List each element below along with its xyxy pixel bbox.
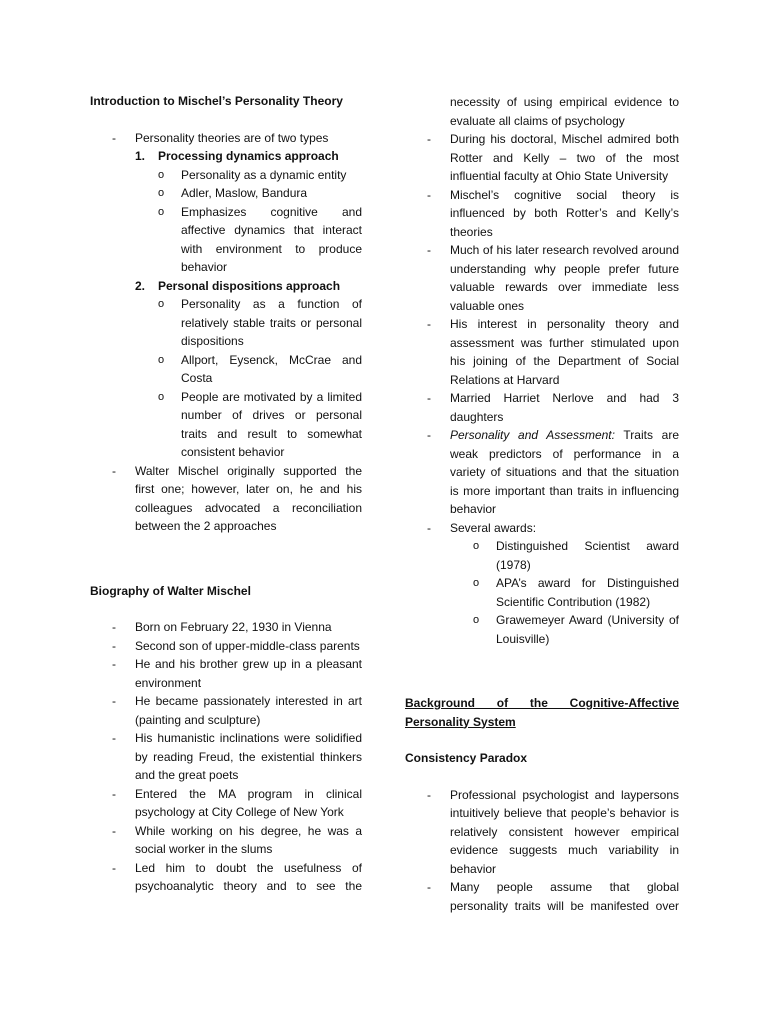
list-item: o People are motivated by a limited number of drives or personal traits and result to somewhat consistent behavior: [158, 389, 362, 459]
list-item: o APA’s award for Distinguished Scientific Contribution (1982): [473, 576, 679, 609]
list-item: - Personality theories are of two types: [90, 129, 362, 148]
dash-marker: -: [427, 317, 431, 331]
circle-marker: o: [158, 187, 165, 199]
circle-marker: o: [158, 390, 165, 403]
dash-marker: -: [112, 786, 116, 801]
list-item: o Distinguished Scientist award (1978): [473, 539, 679, 572]
list-item: - His interest in personality theory and assessment was further stimulated upon his joining of the Department of Social Relations at Harvard: [427, 317, 679, 387]
list-item: - Entered the MA program in clinical psychology at City College of New York: [112, 786, 362, 819]
list-item: - During his doctoral, Mischel admired both Rotter and Kelly – two of the most influential faculty at Ohio State University: [427, 132, 679, 183]
list-item: o Personality as a dynamic entity: [90, 166, 362, 185]
list-item: 2. Personal dispositions approach: [90, 277, 362, 296]
list-item: - He became passionately interested in art (painting and sculpture): [112, 694, 362, 727]
number-marker: 1.: [135, 149, 146, 163]
list-item: - He and his brother grew up in a pleasant environment: [112, 657, 362, 690]
dash-marker: -: [112, 694, 116, 708]
list-item: - Walter Mischel originally supported the first one; however, later on, he and his colleagues advocated a reconciliation between the 2 approaches: [112, 463, 362, 533]
list-item: - Second son of upper-middle-class parents: [90, 637, 362, 656]
circle-marker: o: [158, 168, 165, 181]
cognitive-affective-heading: Background of the Cognitive-Affective Personality System: [405, 696, 679, 729]
list-item: o Adler, Maslow, Bandura: [90, 184, 362, 203]
list-item: o Personality as a function of relatively stable traits or personal dispositions: [158, 297, 362, 348]
consistency-paradox-heading: Consistency Paradox: [405, 751, 528, 765]
dash-marker: -: [112, 860, 116, 875]
dash-marker: -: [112, 130, 116, 145]
dash-marker: -: [427, 428, 431, 442]
list-item: o Allport, Eysenck, McCrae and Costa: [158, 352, 362, 385]
biography-heading: Biography of Walter Mischel: [90, 583, 251, 598]
dash-marker: -: [427, 243, 431, 257]
circle-marker: o: [473, 577, 480, 589]
list-item: - Led him to doubt the usefulness of psychoanalytic theory and to see the: [112, 860, 362, 893]
dash-marker: -: [112, 823, 116, 838]
continuation-text: necessity of using empirical evidence to evaluate all claims of psychology: [450, 95, 679, 128]
circle-marker: o: [158, 298, 165, 310]
right-column: [405, 93, 679, 915]
dash-marker: -: [427, 187, 431, 202]
circle-marker: o: [473, 540, 480, 552]
list-item: - Married Harriet Nerlove and had 3 daughters: [427, 391, 679, 424]
dash-marker: -: [427, 787, 431, 802]
left-column: [90, 92, 362, 896]
intro-heading: Introduction to Mischel’s Personality Theory: [90, 94, 343, 108]
personality-assessment-label: Personality and Assessment:: [450, 428, 615, 442]
circle-marker: o: [473, 614, 480, 626]
dash-marker: -: [427, 520, 431, 535]
list-item: - Many people assume that global personality traits will be manifested over: [427, 880, 679, 913]
circle-marker: o: [158, 353, 165, 366]
dash-marker: -: [427, 880, 431, 894]
list-item: - Personality and Assessment: Traits are weak predictors of performance in a variety of situations and that the situation is more important than traits in influencing behavior: [427, 428, 679, 516]
list-item: - Born on February 22, 1930 in Vienna: [90, 618, 362, 637]
list-item: - While working on his degree, he was a social worker in the slums: [112, 823, 362, 856]
list-item: - His humanistic inclinations were solidified by reading Freud, the existential thinkers and the great poets: [112, 731, 362, 782]
dash-marker: -: [427, 391, 431, 405]
dash-marker: -: [112, 463, 116, 478]
list-item: 1. Processing dynamics approach: [90, 147, 362, 166]
list-item: o Grawemeyer Award (University of Louisville): [473, 613, 679, 646]
dash-marker: -: [112, 638, 116, 653]
dash-marker: -: [112, 657, 116, 671]
dash-marker: -: [112, 620, 116, 634]
dash-marker: -: [427, 132, 431, 146]
dash-marker: -: [112, 731, 116, 745]
circle-marker: o: [158, 205, 165, 218]
list-item: - Professional psychologist and laypersons intuitively believe that people’s behavior is relatively consistent however empirical evidence suggests much variability in behavior: [427, 787, 679, 876]
list-item: - Much of his later research revolved around understanding why people prefer future valuable rewards over immediate less valuable ones: [427, 243, 679, 313]
list-item: o Emphasizes cognitive and affective dynamics that interact with environment to produce behavior: [158, 204, 362, 274]
list-item: - Several awards:: [405, 519, 679, 538]
list-item: - Mischel’s cognitive social theory is influenced by both Rotter’s and Kelly’s theories: [427, 187, 679, 239]
number-marker: 2.: [135, 278, 146, 293]
